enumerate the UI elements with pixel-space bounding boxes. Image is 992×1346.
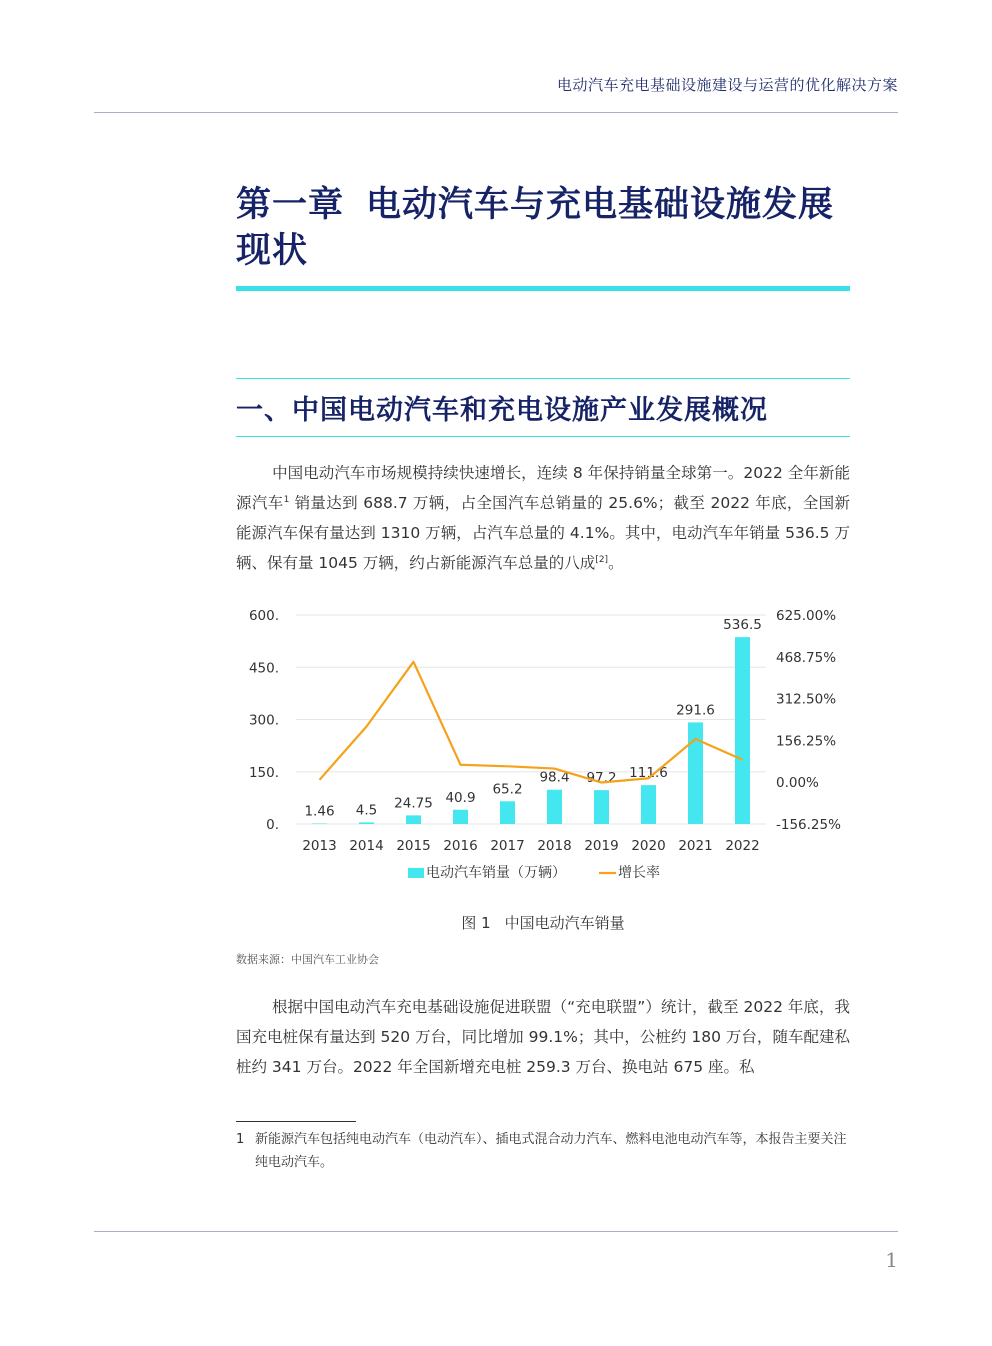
bar-value-label: 98.4: [539, 769, 570, 786]
chapter-title: [236, 182, 856, 274]
bar: [547, 790, 562, 824]
left-axis-tick-label: 300.: [248, 712, 279, 729]
running-header: 电动汽车充电基础设施建设与运营的优化解决方案: [556, 76, 898, 94]
bar: [312, 823, 327, 824]
right-axis-tick-label: 625.00%: [776, 608, 837, 624]
x-axis-tick-label: 2015: [396, 838, 431, 854]
bar: [594, 790, 609, 824]
left-axis-tick-label: 0.: [266, 817, 279, 833]
x-axis-tick-label: 2013: [302, 838, 337, 854]
footnote-text: 新能源汽车包括纯电动汽车（电动汽车）、插电式混合动力汽车、燃料电池电动汽车等，本报告主要关注纯电动汽车。: [255, 1132, 847, 1170]
footer-rule: [94, 1231, 898, 1232]
paragraph1-text-a: 中国电动汽车市场规模持续快速增长，连续 8 年保持销量全球第一。2022 全年新能源汽车: [236, 464, 850, 512]
bar: [359, 822, 374, 824]
page-number: 1: [885, 1248, 898, 1272]
ev-sales-chart: [236, 600, 856, 900]
x-axis-tick-label: 2014: [349, 838, 384, 854]
section-bottom-rule: [236, 436, 850, 437]
growth-rate-line: [320, 662, 743, 783]
bar-value-label: 97.2: [586, 770, 617, 787]
x-axis-tick-label: 2018: [537, 838, 572, 854]
section-title: 一、中国电动汽车和充电设施产业发展概况: [236, 395, 768, 426]
bar-value-label: 40.9: [445, 789, 476, 806]
x-axis-tick-label: 2019: [584, 838, 619, 854]
right-axis-tick-label: 156.25%: [776, 733, 837, 750]
paragraph1-text-b: 销量达到 688.7 万辆，占全国汽车总销量的 25.6%；截至 2022 年底，全国新能源汽车保有量达到 1310 万辆，占汽车总量的 4.1%。其中，电动汽车年销量 536.5 万辆、保有量 1045 万辆，约占新能源汽车总量的八成: [236, 494, 850, 572]
chapter-name: 电动汽车与充电基础设施发展现状: [236, 185, 835, 271]
bar-value-label: 536.5: [723, 617, 762, 634]
footnote-reference[interactable]: 1: [283, 494, 290, 505]
left-axis-tick-label: 150.: [248, 764, 279, 781]
bar-value-label: 24.75: [394, 795, 433, 812]
right-axis-tick-label: 468.75%: [776, 649, 837, 666]
footnote-rule: [236, 1121, 356, 1122]
paragraph2-text: 根据中国电动汽车充电基础设施促进联盟（“充电联盟”）统计，截至 2022 年底，我国充电桩保有量达到 520 万台，同比增加 99.1%；其中，公桩约 180 万台，随车配建私桩约 341 万台。2022 年全国新增充电桩 259.3 万台、换电站 675 座。私: [236, 998, 850, 1076]
legend-bar-swatch: [408, 868, 424, 878]
bar: [406, 815, 421, 824]
section-top-rule: [236, 378, 850, 379]
data-source: 数据来源：中国汽车工业协会: [236, 953, 379, 966]
x-axis-tick-label: 2016: [443, 838, 478, 854]
x-axis-tick-label: 2017: [490, 838, 525, 854]
figure-caption-text: 中国电动汽车销量: [504, 914, 625, 932]
figure-caption: [0, 912, 992, 933]
figure-label: 图 1: [461, 914, 491, 932]
bar-value-label: 65.2: [492, 781, 523, 798]
bar: [453, 810, 468, 824]
bar-value-label: 111.6: [629, 765, 668, 782]
right-axis-tick-label: 312.50%: [776, 691, 837, 708]
legend-line-label: 增长率: [618, 865, 660, 881]
x-axis-tick-label: 2020: [631, 838, 666, 854]
right-axis-tick-label: -156.25%: [776, 817, 841, 833]
legend-bar-label: 电动汽车销量（万辆）: [426, 865, 566, 881]
bar: [500, 801, 515, 824]
bar-value-label: 1.46: [304, 803, 335, 820]
footnote-number: 1: [236, 1132, 245, 1147]
bar-value-label: 291.6: [676, 702, 715, 719]
bar: [641, 785, 656, 824]
header-rule: [94, 112, 898, 113]
bar: [688, 722, 703, 824]
paragraph-market-overview: [236, 458, 850, 578]
left-axis-tick-label: 600.: [248, 608, 279, 624]
footnote: [236, 1128, 850, 1174]
bar: [735, 637, 750, 824]
paragraph-charging-infrastructure: [236, 992, 850, 1082]
x-axis-tick-label: 2022: [725, 838, 760, 854]
bar-value-label: 4.5: [355, 802, 378, 819]
paragraph1-text-c: 。: [608, 554, 624, 572]
citation-reference[interactable]: [2]: [595, 554, 609, 565]
chapter-number: 第一章: [236, 185, 345, 225]
left-axis-tick-label: 450.: [248, 660, 279, 677]
x-axis-tick-label: 2021: [678, 838, 713, 854]
chapter-underline: [236, 286, 850, 291]
right-axis-tick-label: 0.00%: [776, 775, 819, 792]
